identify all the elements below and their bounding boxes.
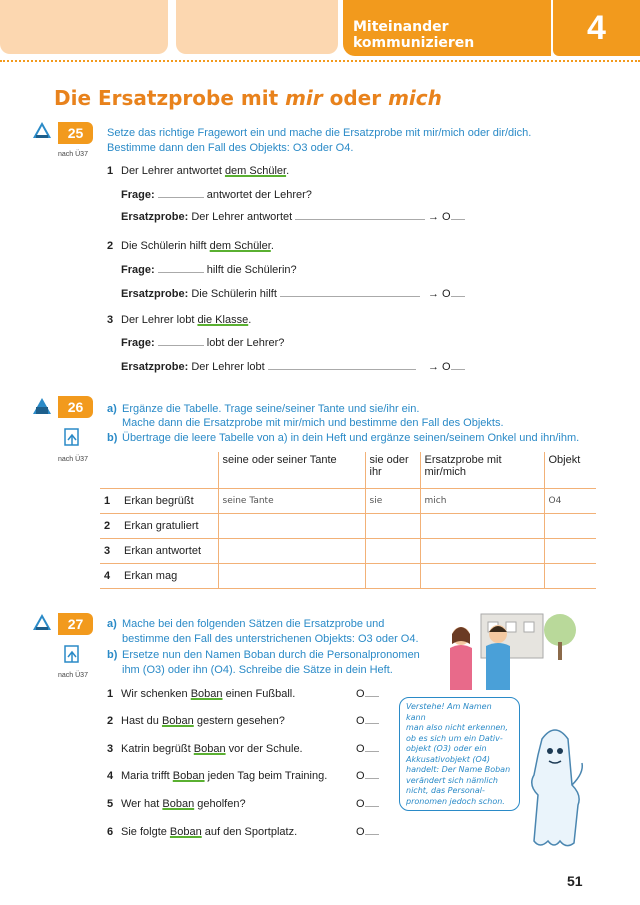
answer-blank[interactable] [280,287,420,297]
exercise-item: 2 Hast du Boban gestern gesehen? [107,715,285,727]
case-answer[interactable]: → O [428,360,465,374]
notebook-icon [63,645,81,665]
table-header-row [100,452,596,488]
chapter-number: 4 [553,0,640,56]
ghost-mascot-illustration [520,725,590,850]
column-header: Ersatzprobe mit mir/mich [420,452,544,488]
exercise-item: 3 Katrin begrüßt Boban vor der Schule. [107,743,303,755]
question-line: Frage: lobt der Lehrer? [121,337,285,349]
exercise-item: 3 Der Lehrer lobt die Klasse. [107,314,252,326]
case-answer[interactable]: → O [428,287,465,301]
table-row: 3 Erkan antwortet [100,538,596,563]
answer-blank[interactable] [158,188,204,198]
exercise-item: 4 Maria trifft Boban jeden Tag beim Training. [107,770,328,782]
exercise-instruction: Mache dann die Ersatzprobe mit mir/mich und bestimme den Fall des Objekts. [122,417,504,429]
notebook-icon [63,428,81,448]
exercise-item: 1 Wir schenken Boban einen Fußball. [107,688,296,700]
dotted-divider [0,60,640,62]
table-row: 4 Erkan mag [100,563,596,588]
case-answer[interactable]: → O [428,210,465,224]
header-tab [176,0,338,54]
substitution-line: Ersatzprobe: Die Schülerin hilft [121,287,420,301]
substitution-line: Ersatzprobe: Der Lehrer antwortet [121,210,425,224]
case-answer[interactable]: O [356,687,379,701]
exercise-item: 1 Der Lehrer antwortet dem Schüler. [107,165,290,177]
header-tab [0,0,168,54]
table-row: 2 Erkan gratuliert [100,513,596,538]
difficulty-triangle-icon [33,122,51,138]
case-answer[interactable]: O [356,825,379,839]
case-answer[interactable]: O [356,714,379,728]
substitution-line: Ersatzprobe: Der Lehrer lobt [121,360,416,374]
exercise-instruction: a) Ergänze die Tabelle. Trage seine/seiner Tante und sie/ihr ein. [107,403,420,415]
answer-blank[interactable] [295,210,425,220]
exercise-ref: nach Ü37 [58,456,88,463]
exercise-instruction: a) Mache bei den folgenden Sätzen die Ersatzprobe und [107,618,385,630]
column-header: sie oder ihr [365,452,420,488]
page-title: Die Ersatzprobe mit mir oder mich [54,86,442,110]
exercise-number: 27 [58,613,93,635]
students-illustration [436,608,578,690]
exercise-instruction: b) Übertrage die leere Tabelle von a) in dein Heft und ergänze seinen/seinem Onkel und ihn/ihm. [107,432,580,444]
table-row: 1 Erkan begrüßt seine Tante sie mich O4 [100,488,596,513]
difficulty-triangle-icon [33,614,51,630]
chapter-header [343,0,551,56]
question-line: Frage: hilft die Schülerin? [121,264,297,276]
exercise-instruction: ihm (O3) oder ihn (O4). Schreibe die Sätze in dein Heft. [122,664,393,676]
exercise-instruction: bestimme den Fall des unterstrichenen Objekts: O3 oder O4. [122,633,419,645]
exercise-ref: nach Ü37 [58,672,88,679]
column-header: Objekt [544,452,596,488]
question-line: Frage: antwortet der Lehrer? [121,189,312,201]
case-answer[interactable]: O [356,769,379,783]
exercise-table [100,452,596,589]
answer-blank[interactable] [158,263,204,273]
exercise-instruction: Bestimme dann den Fall des Objekts: O3 oder O4. [107,142,354,154]
exercise-ref: nach Ü37 [58,151,88,158]
section-title: Miteinander kommunizieren [353,19,475,51]
exercise-instruction: Setze das richtige Fragewort ein und mache die Ersatzprobe mit mir/mich oder dir/dich. [107,127,532,139]
exercise-item: 2 Die Schülerin hilft dem Schüler. [107,240,274,252]
exercise-item: 6 Sie folgte Boban auf den Sportplatz. [107,826,298,838]
answer-blank[interactable] [158,336,204,346]
case-answer[interactable]: O [356,742,379,756]
column-header: seine oder seiner Tante [218,452,365,488]
exercise-instruction: b) Ersetze nun den Namen Boban durch die Personalpronomen [107,649,420,661]
page-number: 51 [567,873,583,889]
exercise-item: 5 Wer hat Boban geholfen? [107,798,246,810]
case-answer[interactable]: O [356,797,379,811]
difficulty-triangle-icon [33,398,51,414]
speech-bubble: Verstehe! Am Namen kann man also nicht erkennen, ob es sich um ein Dativ- objekt (O3) oder ein Akkusativobjekt (O4) handelt: Der Name Boban verändert sich nämlich nicht, das Personal- pronomen jedoch schon. [399,697,520,811]
exercise-number: 26 [58,396,93,418]
answer-blank[interactable] [268,360,416,370]
exercise-number: 25 [58,122,93,144]
